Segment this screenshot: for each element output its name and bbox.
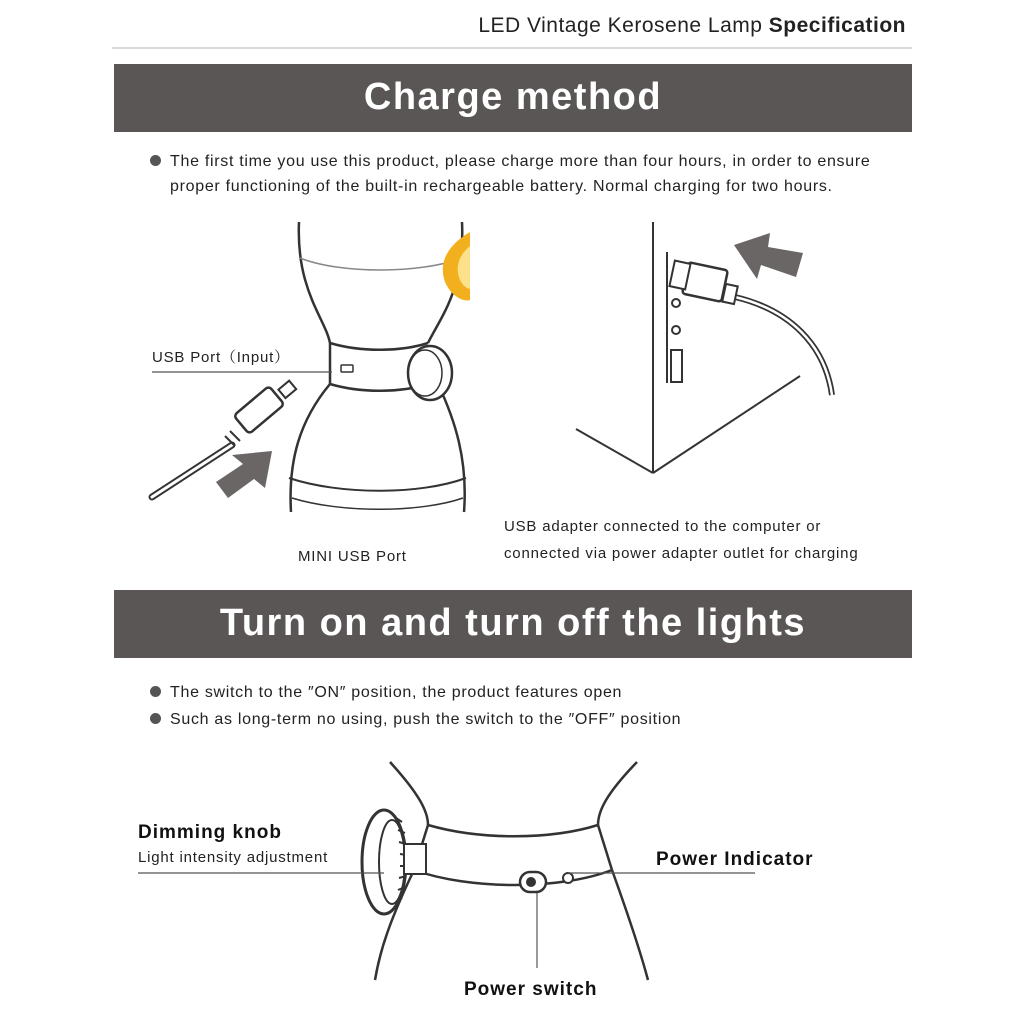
lights-bullet2-text: Such as long-term no using, push the switch to the ″OFF″ position	[170, 711, 682, 728]
header-title-bold: Specification	[768, 14, 906, 37]
adapter-text-line1: USB adapter connected to the computer or	[504, 518, 822, 535]
dimming-knob-title: Dimming knob	[138, 822, 282, 843]
bullet-dot	[150, 713, 161, 724]
adapter-text-line2: connected via power adapter outlet for charging	[504, 545, 859, 562]
arrow-icon	[216, 451, 272, 498]
usb-cable-icon	[669, 261, 832, 395]
lights-banner: Turn on and turn off the lights	[114, 590, 912, 658]
dimming-knob-icon	[408, 346, 452, 400]
flame-icon	[443, 232, 470, 300]
charge-note-text1: The first time you use this product, please charge more than four hours, in order to ensure	[170, 153, 871, 170]
charge-note-line2: proper functioning of the built-in rechargeable battery. Normal charging for two hours.	[170, 178, 833, 195]
dimming-knob-subtitle: Light intensity adjustment	[138, 849, 329, 866]
power-switch-label: Power switch	[464, 979, 598, 1000]
dimming-knob-icon	[362, 810, 426, 914]
usb-port-label: USB Port（Input）	[152, 349, 290, 366]
power-indicator-icon	[563, 873, 573, 883]
lights-bullet1	[150, 684, 622, 702]
lights-bullet1-text: The switch to the ″ON″ position, the product features open	[170, 684, 623, 701]
arrow-icon	[734, 233, 803, 279]
mini-usb-label: MINI USB Port	[298, 548, 407, 565]
lights-bullet2	[150, 711, 681, 729]
header-title-light: LED Vintage Kerosene Lamp	[478, 14, 763, 37]
mini-usb-port-icon	[341, 365, 353, 372]
power-switch-icon	[520, 872, 546, 892]
bullet-dot	[150, 686, 161, 697]
charge-method-banner: Charge method	[114, 64, 912, 132]
power-indicator-label: Power Indicator	[656, 849, 814, 870]
